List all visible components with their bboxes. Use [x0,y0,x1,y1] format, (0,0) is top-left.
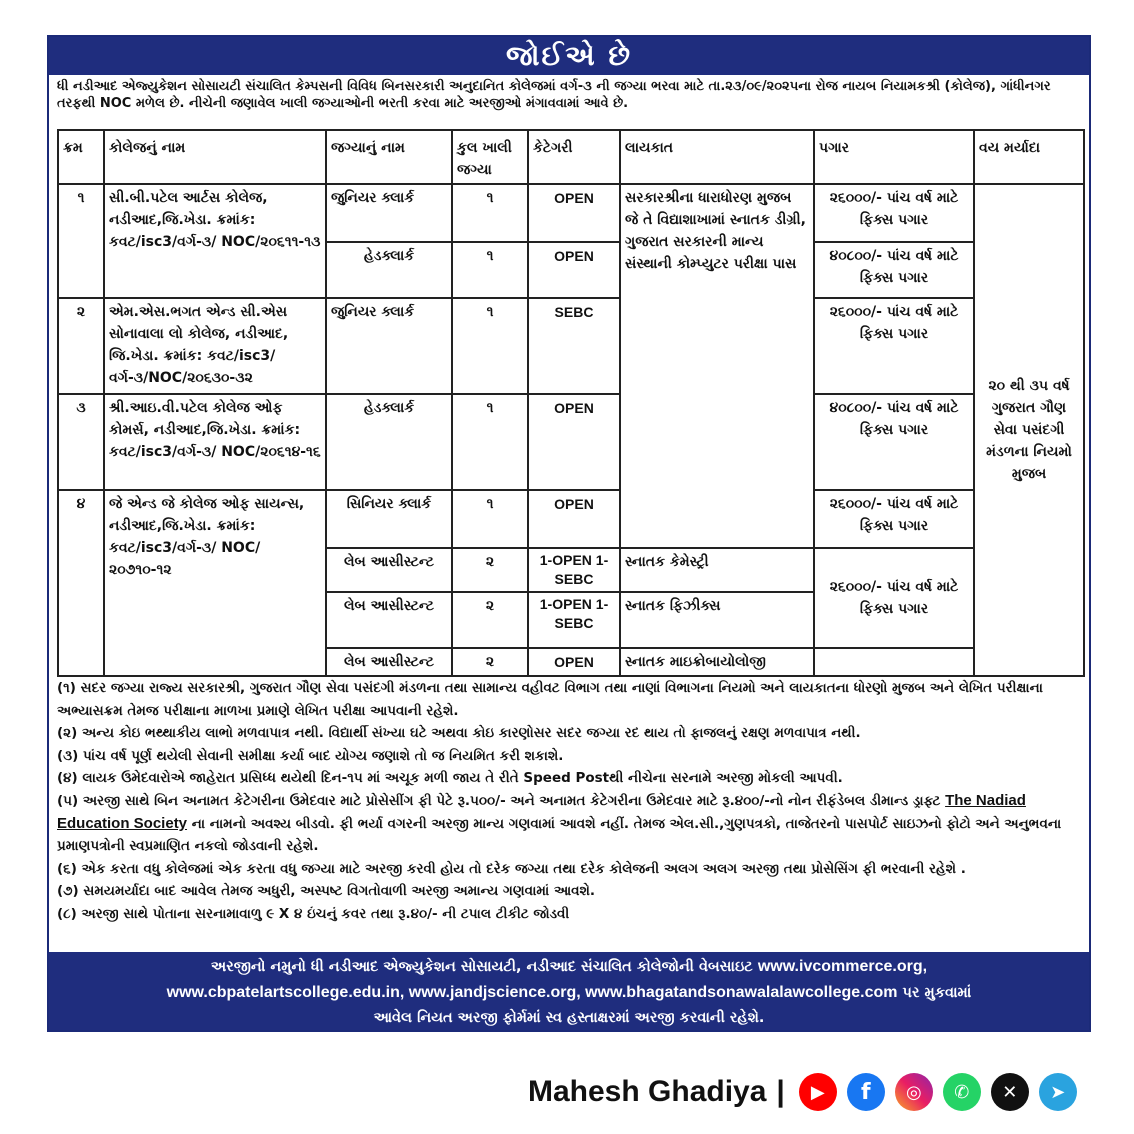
post-pay: ૪૦૮૦૦/- પાંચ વર્ષ માટે ફિક્સ પગાર [814,394,974,490]
banner [49,37,1089,75]
post-category: 1-OPEN 1-SEBC [528,592,620,648]
footer-band [49,952,1089,1030]
note-4: (૪) લાયક ઉમેદવારોએ જાહેરાત પ્રસિધ્ધ થયેથી દિન-૧૫ માં અચૂક મળી જાય તે રીતે Speed Postથી નીચેના સરનામે અરજી મોકલી આપવી. [57,770,843,787]
empty-pay-cell [814,648,974,676]
note-7: (૭) સમયમર્યાદા બાદ આવેલ તેમજ અધુરી, અસ્પષ્ટ વિગતોવાળી અરજી અમાન્ય ગણવામાં આવશે. [57,883,596,900]
banner-title: જોઈએ છે [505,39,633,72]
post-name: લેબ આસીસ્ટન્ટ [326,548,452,592]
intro-text: ધી નડીઆદ એજ્યુકેશન સોસાયટી સંચાલિત કેમ્પસની વિવિધ બિનસરકારી અનુદાનિત કોલેજમાં વર્ગ-૩ ની જગ્યા ભરવા માટે તા.૨૩/૦૯/૨૦૨૫ના રોજ નાયબ નિયામકશ્રી (કોલેજ), ગાંધીનગર તરફથી NOC મળેલ છે. નીચેની જણાવેલ ખાલી જગ્યાઓની ભરતી કરવા માટે અરજીઓ મંગાવવામાં આવે છે. [57,79,1051,111]
post-category: OPEN [528,394,620,490]
table-row [58,490,1084,548]
post-count: ૧ [452,242,528,298]
age-limit: ૨૦ થી ૩૫ વર્ષ ગુજરાત ગૌણ સેવા પસંદગી મંડળના નિયમો મુજબ [974,184,1084,676]
footer-line-2 [49,980,1089,1006]
table-row [58,394,1084,490]
header-post: જગ્યાનું નામ [326,130,452,184]
post-category: OPEN [528,648,620,676]
post-pay: ૨૬૦૦૦/- પાંચ વર્ષ માટે ફિક્સ પગાર [814,548,974,648]
table-header-row [58,130,1084,184]
post-category: OPEN [528,184,620,242]
post-name: હેડક્લાર્ક [326,242,452,298]
post-count: ૨ [452,648,528,676]
footer-line-1 [49,954,1089,980]
credit-bar [528,1070,1077,1114]
table-row [58,298,1084,394]
post-pay: ૨૬૦૦૦/- પાંચ વર્ષ માટે ફિક્સ પગાર [814,298,974,394]
post-category: SEBC [528,298,620,394]
lab-qualification: સ્નાતક ફિઝીક્સ [620,592,814,648]
row-no: ૨ [58,298,104,394]
note-2: (૨) અન્ય કોઇ ભથ્થાકીય લાભો મળવાપાત્ર નથી. વિદ્યાર્થી સંખ્યા ઘટે અથવા કોઇ કારણોસર સદર જગ્યા રદ થાય તો ફાજલનું રક્ષણ મળવાપાત્ર નથી. [57,725,861,742]
row-no: ૧ [58,184,104,298]
instagram-icon[interactable]: ◎ [895,1073,933,1111]
footer-line-3: આવેલ નિયત અરજી ફોર્મમાં સ્વ હસ્તાક્ષરમાં અરજી કરવાની રહેશે. [373,1010,765,1026]
post-name: લેબ આસીસ્ટન્ટ [326,592,452,648]
whatsapp-icon[interactable]: ✆ [943,1073,981,1111]
note-5 [57,790,1085,858]
post-count: ૧ [452,490,528,548]
header-category: કેટેગરી [528,130,620,184]
post-category: OPEN [528,490,620,548]
post-name: લેબ આસીસ્ટન્ટ [326,648,452,676]
separator: | [776,1075,785,1108]
row-no: ૪ [58,490,104,676]
post-pay: ૪૦૮૦૦/- પાંચ વર્ષ માટે ફિક્સ પગાર [814,242,974,298]
society-name: The Nadiad Education Society [57,791,1026,832]
post-count: ૨ [452,592,528,648]
x-icon[interactable]: ✕ [991,1073,1029,1111]
footer-text-1: અરજીનો નમુનો ધી નડીઆદ એજ્યુકેશન સોસાયટી, નડીઆદ સંચાલિત કોલેજોની વેબસાઇટ [210,959,753,975]
advertisement-frame [47,35,1091,1032]
note-5-part-b: ના નામનો અવશ્ય બીડવો. ફી ભર્યા વગરની અરજી માન્ય ગણવામાં આવશે નહીં. તેમજ એલ.સી.,ગુણપત્રકો, તાજેતરનો પાસપોર્ટ સાઇઝનો ફોટો અને અનુભવના પ્રમાણપત્રોની સ્વપ્રમાણિત નકલો જોડવાની રહેશે. [57,815,1062,855]
lab-qualification: સ્નાતક કેમેસ્ટ્રી [620,548,814,592]
note-3: (૩) પાંચ વર્ષ પૂર્ણ થયેલી સેવાની સમીક્ષા કર્યા બાદ યોગ્ય જણાશે તો જ નિયમિત કરી શકાશે. [57,747,564,764]
footer-text-2: પર મુકવામાં [902,985,972,1001]
post-name: હેડક્લાર્ક [326,394,452,490]
clerk-qualification: સરકારશ્રીના ધારાધોરણ મુજબ જે તે વિદ્યાશાખામાં સ્નાતક ડીગ્રી, ગુજરાત સરકારની માન્ય સંસ્થાની કોમ્પ્યુટર પરીક્ષા પાસ [620,184,814,548]
post-count: ૨ [452,548,528,592]
note-8: (૮) અરજી સાથે પોતાના સરનામાવાળુ ૯ X ૪ ઇંચનું કવર તથા રૂ.૪૦/- ની ટપાલ ટીકીટ જોડવી [57,905,570,922]
note-5-part-a: (૫) અરજી સાથે બિન અનામત કેટેગરીના ઉમેદવાર માટે પ્રોસેસીંગ ફી પેટે રૂ.૫૦૦/- અને અનામત કેટેગરીના ઉમેદવાર માટે રૂ.૪૦૦/-નો નોન રીફંડેબલ ડીમાન્ડ ડ્રાફ્ટ [57,792,941,809]
vacancy-table [57,129,1085,677]
header-pay: પગાર [814,130,974,184]
author-name: Mahesh Ghadiya [528,1075,767,1108]
college-name: જે એન્ડ જે કોલેજ ઓફ સાયન્સ, નડીઆદ,જિ.ખેડા. ક્રમાંક: કવટ/isc3/વર્ગ-૩/ NOC/૨૦૭૧૦-૧૨ [104,490,326,676]
header-no: ક્રમ [58,130,104,184]
college-name: એમ.એસ.ભગત એન્ડ સી.એસ સોનાવાલા લો કોલેજ, નડીઆદ, જિ.ખેડા. ક્રમાંક: કવટ/isc3/ વર્ગ-૩/NOC/૨૦૬૩૦-૩૨ [104,298,326,394]
header-count: કુલ ખાલી જગ્યા [452,130,528,184]
college-name: સી.બી.પટેલ આર્ટસ કોલેજ, નડીઆદ,જિ.ખેડા. ક્રમાંક: કવટ/isc3/વર્ગ-૩/ NOC/૨૦૬૧૧-૧૩ [104,184,326,298]
telegram-icon[interactable]: ➤ [1039,1073,1077,1111]
note-1: (૧) સદર જગ્યા રાજ્ય સરકારશ્રી, ગુજરાત ગૌણ સેવા પસંદગી મંડળના તથા સામાન્ય વહીવટ વિભાગ તથા નાણાં વિભાગના નિયમો અને લાયકાતના ધોરણો મુજબ અને લેખિત પરીક્ષાના અભ્યાસક્રમ તેમજ પરીક્ષાના માળખા પ્રમાણે લેખિત પરીક્ષા આપવાની રહેશે. [57,680,1043,719]
post-count: ૧ [452,394,528,490]
facebook-icon[interactable]: f [847,1073,885,1111]
lab-qualification: સ્નાતક માઇક્રોબાયોલોજી [620,648,814,676]
website-link[interactable]: www.ivcommerce.org, [757,958,928,975]
row-no: ૩ [58,394,104,490]
header-college: કોલેજનું નામ [104,130,326,184]
website-links[interactable]: www.cbpatelartscollege.edu.in, www.jandjscience.org, www.bhagatandsonawalalawcollege.com [166,984,898,1001]
header-age: વય મર્યાદા [974,130,1084,184]
post-pay: ૨૬૦૦૦/- પાંચ વર્ષ માટે ફિક્સ પગાર [814,490,974,548]
terms-notes [57,677,1085,926]
post-name: સિનિયર ક્લાર્ક [326,490,452,548]
note-6: (૬) એક કરતા વધુ કોલેજમાં એક કરતા વધુ જગ્યા માટે અરજી કરવી હોય તો દરેક જગ્યા તથા દરેક કોલેજની અલગ અલગ અરજી તથા પ્રોસેસિંગ ફી ભરવાની રહેશે . [57,860,966,877]
post-count: ૧ [452,298,528,394]
post-category: 1-OPEN 1-SEBC [528,548,620,592]
post-name: જુનિયર ક્લાર્ક [326,298,452,394]
post-name: જુનિયર ક્લાર્ક [326,184,452,242]
table-row [58,184,1084,242]
youtube-icon[interactable]: ▶ [799,1073,837,1111]
post-category: OPEN [528,242,620,298]
post-count: ૧ [452,184,528,242]
header-qualification: લાયકાત [620,130,814,184]
post-pay: ૨૬૦૦૦/- પાંચ વર્ષ માટે ફિક્સ પગાર [814,184,974,242]
college-name: શ્રી.આઇ.વી.પટેલ કોલેજ ઓફ કોમર્સ, નડીઆદ,જિ.ખેડા. ક્રમાંક: કવટ/isc3/વર્ગ-૩/ NOC/૨૦૬૧૪-૧૬ [104,394,326,490]
